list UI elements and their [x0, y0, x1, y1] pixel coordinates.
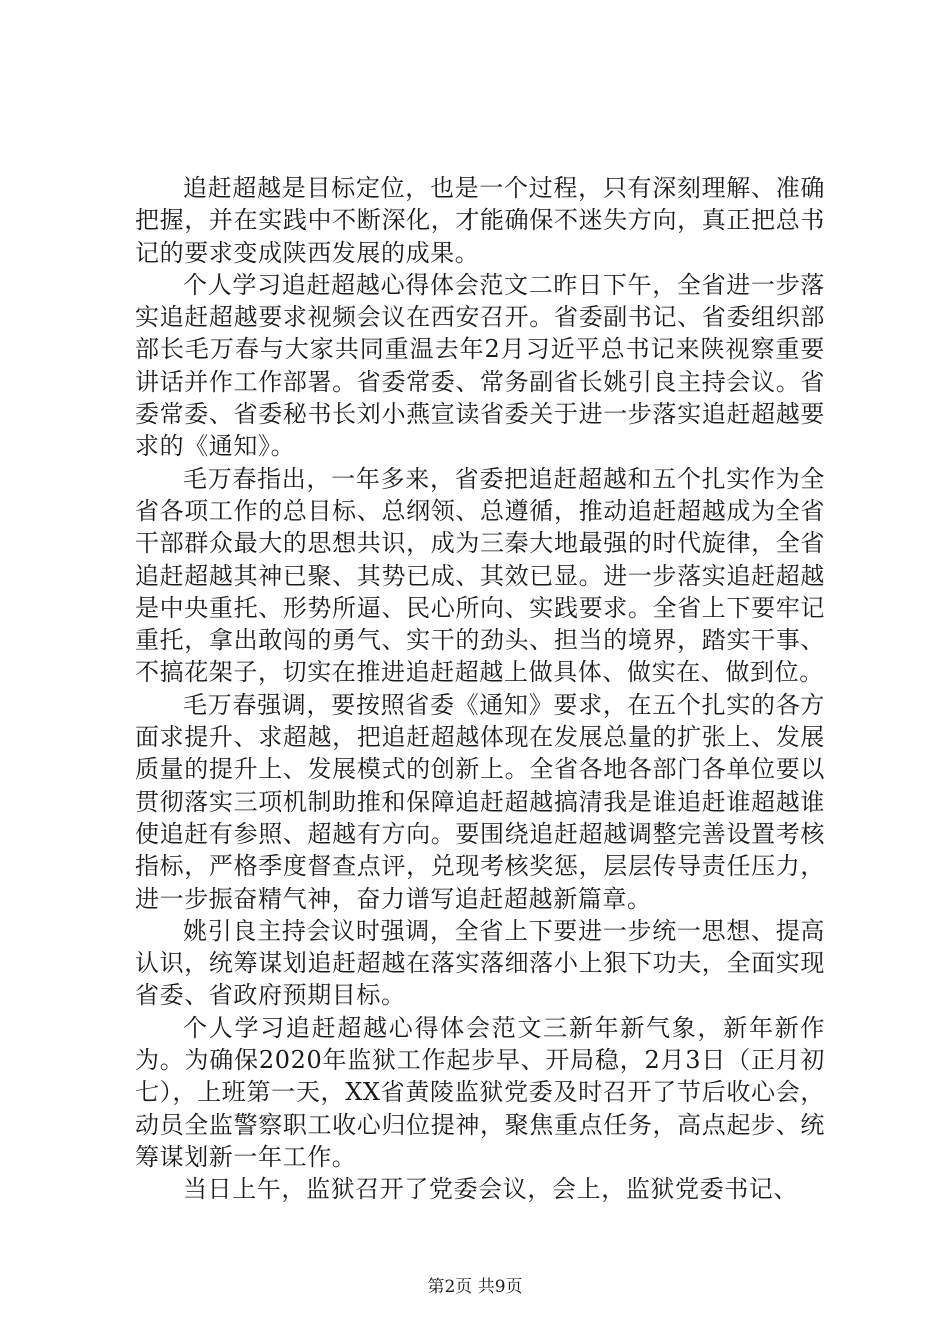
- paragraph: 姚引良主持会议时强调，全省上下要进一步统一思想、提高认识，统筹谋划追赶超越在落实落细落小上狠下功夫，全面实现省委、省政府预期目标。: [135, 916, 825, 1010]
- paragraph: 个人学习追赶超越心得体会范文二昨日下午，全省进一步落实追赶超越要求视频会议在西安召开。省委副书记、省委组织部部长毛万春与大家共同重温去年2月习近平总书记来陕视察重要讲话并作工作部署。省委常委、常务副省长姚引良主持会议。省委常委、省委秘书长刘小燕宣读省委关于进一步落实追赶超越要求的《通知》。: [135, 270, 825, 461]
- page-number-footer: 第2页 共9页: [427, 1277, 523, 1297]
- paragraph: 毛万春强调，要按照省委《通知》要求，在五个扎实的各方面求提升、求超越，把追赶超越体现在发展总量的扩张上、发展质量的提升上、发展模式的创新上。全省各地各部门各单位要以贯彻落实三项机制助推和保障追赶超越搞清我是谁追赶谁超越谁使追赶有参照、超越有方向。要围绕追赶超越调整完善设置考核指标，严格季度督查点评，兑现考核奖惩，层层传导责任压力，进一步振奋精气神，奋力谱写追赶超越新篇章。: [135, 690, 825, 913]
- paragraph: 当日上午，监狱召开了党委会议，会上，监狱党委书记、: [183, 1175, 798, 1204]
- document-body: [135, 172, 825, 1206]
- paragraph: 追赶超越是目标定位，也是一个过程，只有深刻理解、准确把握，并在实践中不断深化，才能确保不迷失方向，真正把总书记的要求变成陕西发展的成果。: [135, 174, 825, 267]
- paragraph: 个人学习追赶超越心得体会范文三新年新气象，新年新作为。为确保2020年监狱工作起步早、开局稳，2月3日（正月初七），上班第一天，XX省黄陵监狱党委及时召开了节后收心会，动员全监警察职工收心归位提神，聚焦重点任务，高点起步、统筹谋划新一年工作。: [135, 1013, 825, 1171]
- paragraph: 毛万春指出，一年多来，省委把追赶超越和五个扎实作为全省各项工作的总目标、总纲领、总遵循，推动追赶超越成为全省干部群众最大的思想共识，成为三秦大地最强的时代旋律，全省追赶超越其神已聚、其势已成、其效已显。进一步落实追赶超越是中央重托、形势所逼、民心所向、实践要求。全省上下要牢记重托，拿出敢闯的勇气、实干的劲头、担当的境界，踏实干事、不搞花架子，切实在推进追赶超越上做具体、做实在、做到位。: [135, 464, 825, 687]
